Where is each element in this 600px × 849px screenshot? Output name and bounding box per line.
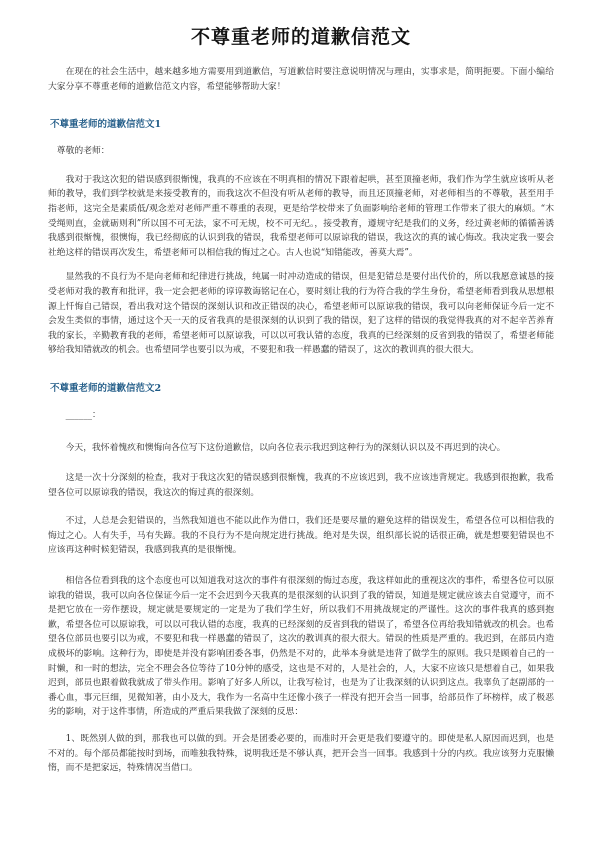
section-2-paragraph: 不过，人总是会犯错误的，当然我知道也不能以此作为借口，我们还是要尽量的避免这样的错误发生，希望各位可以相信我的悔过之心。人有失手，马有失蹄。我的不良行为不是向规定进行挑战。绝对是失误，组织部长说的话很正确，就是想要犯错误也不应该再这种时候犯错误，我感到我真的是很惭愧。 [48,516,554,556]
section-1-greeting: 尊敬的老师： [56,146,110,157]
section-2-heading: 不尊重老师的道歉信范文2 [50,382,162,394]
section-1-heading: 不尊重老师的道歉信范文1 [50,119,162,131]
intro-paragraph: 在现在的社会生活中，越来越多地方需要用到道歉信，写道歉信时要注意说明情况与理由，实事求是，简明扼要。下面小编给大家分享不尊重老师的道歉信范文内容，希望能够帮助大家！ [48,67,554,92]
section-2-paragraph: 1、既然别人做的到，那我也可以做的到。开会是团委必要的，而准时开会更是我们要遵守的。即使是私人原因而迟到，也是不对的。每个部员都能按时到场，而唯独我特殊，说明我还是不够认真，把开会当一回事。我感到十分的内疚。我应该努力克服懒惰，而不是把家远，特殊情况当借口。 [48,734,554,774]
section-2-paragraph: 这是一次十分深刻的检查，我对于我这次犯的错误感到很惭愧，我真的不应该迟到，我不应该违背规定。我感到很抱歉，我希望各位可以原谅我的错误，我这次的悔过真的很深刻。 [48,473,554,498]
section-2-salutation-blank: ______： [65,409,101,420]
section-2-paragraph: 今天，我怀着愧疚和懊悔向各位写下这份道歉信，以向各位表示我迟到这种行为的深刻认识以及不再迟到的决心。 [65,442,506,453]
section-2-paragraph: 相信各位看到我的这个态度也可以知道我对这次的事件有很深刻的悔过态度，我这样如此的重视这次的事件，希望各位可以原谅我的错误，我可以向各位保证今后一定不会迟到今天我真的是很深刻的认识到了我的错误，知道是规定就应该去自觉遵守，而不是把它放在一旁作摆设，规定就是要规定的一定是为了我们学生好，所以我们不用挑战规定的严谨性。这次的事件我真的感到抱歉，希望各位可以原谅我，可以以可我认错的态度，我真的已经深刻的反省到我的错误了，希望各位再给我知错就改的机会。也希望各位部员也要引以为戒，不要犯和我一样愚蠢的错误了，这次的教训真的很大很大。错误的性质是严重的。我迟到，在部员内造成极坏的影响。这种行为，即使是并没有影响团委各事，仍然是不对的，此举本身就是违背了做学生的原则。我只是顾着自己的一时懒，和一时的想法，完全不理会各位等待了10分钟的感受，这也是不对的，人是社会的，人，大家不应该只是想着自己，如果我迟到，部员也跟着做我就成了带头作用。影响了好多人所以，让我写检讨，也是为了让我深刻的认识到这点。我辜负了赵副部的一番心血，事元巨细，见微知著，由小及大，我作为一名高中生还像小孩子一样没有把开会当一回事，给部员作了坏榜样，成了极恶劣的影响，对于这件事情，所造成的严重后果我做了深刻的反思： [48,576,554,718]
section-1-paragraph: 显然我的不良行为不是向老师和纪律进行挑战，纯属一时冲动造成的错误，但是犯错总是要付出代价的，所以我愿意诚恳的接受老师对我的教育和批评，我一定会把老师的谆谆教诲铭记在心，要时刻让我的行为符合我的学生身份，希望老师看到我从思想根源上忏悔自己错误，看出我对这个错误的深刻认识和改正错误的决心，希望老师可以原谅我的错误，我可以向老师保证今后一定不会发生类似的事情，通过这个天一天的反省我真的是很深刻的认识到了我的错误，犯了这样的错误的我觉得我真的对不起辛苦养育我的家长，辛勤教育我的老师，希望老师可以原谅我，可以以可我认错的态度，我真的已经深刻的反省到我的错误了，希望老师能够给我知错就改的机会。也希望同学也要引以为戒，不要犯和我一样愚蠢的错误了，这次的教训真的很大很大。 [48,272,554,356]
page-title: 不尊重老师的道歉信范文 [190,26,411,48]
section-1-paragraph: 我对于我这次犯的错误感到很惭愧，我真的不应该在不明真相的情况下跟着起哄，甚至顶撞老师，我们作为学生就应该听从老师的教导，我们到学校就是来接受教育的，而我这次不但没有听从老师的教导，而且还顶撞老师，对老师相当的不尊敬，甚至用手指老师，这完全是素质低/观念差对老师严重不尊重的表现，更是给学校带来了负面影响给老师的管理工作带来了很大的麻烦。“木受绳则直，金就砺则利”所以国不可无法，家不可无规，校不可无纪。，接受教育，遵规守纪是我们的义务，经过黄老师的循循善诱我感到很惭愧，很懊悔，我已经彻底的认识到我的错误，我希望老师可以原谅我的错误，我这次的真的诚心悔改。我决定我一要会社绝这样的错误再次发生，希望老师可以相信我的悔过之心。古人也说“知错能改，善莫大焉”。 [48,174,554,258]
